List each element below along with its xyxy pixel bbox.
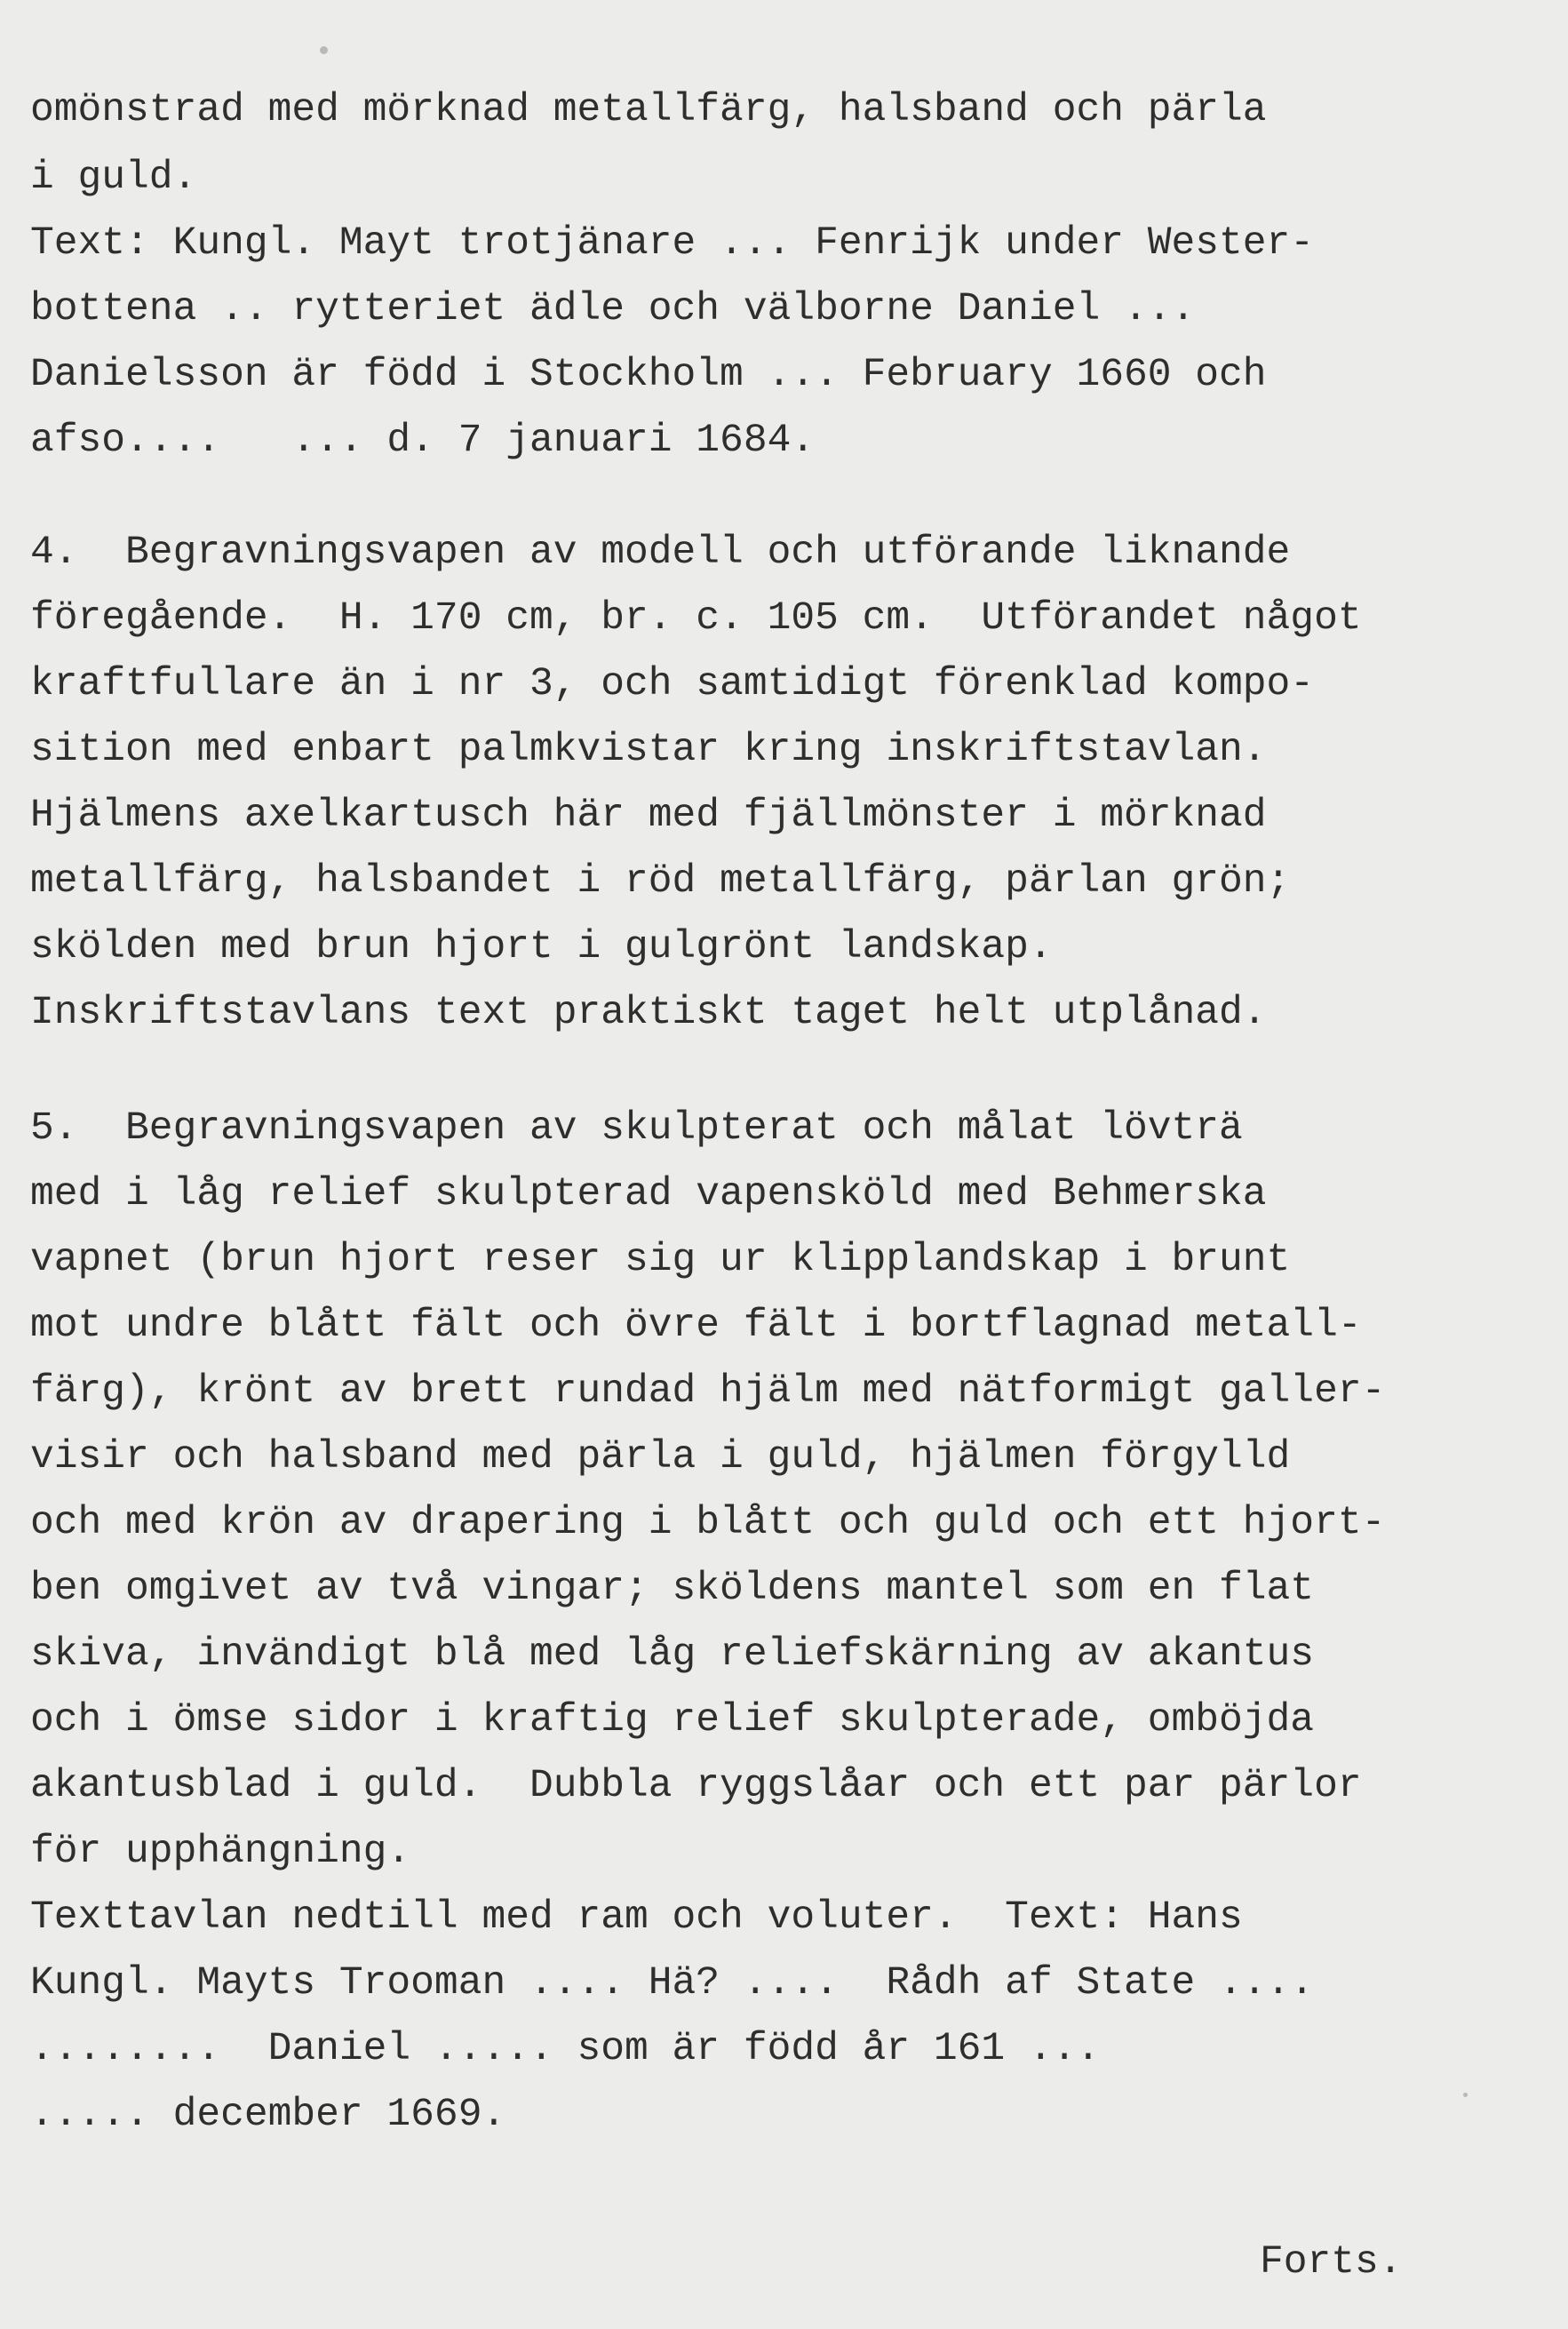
text-line: mot undre blått fält och övre fält i bortflagnad metall- bbox=[30, 1304, 1362, 1348]
text-line: 4. Begravningsvapen av modell och utförande liknande bbox=[30, 530, 1291, 575]
text-line: och med krön av drapering i blått och guld och ett hjort- bbox=[30, 1501, 1386, 1545]
text-line: färg), krönt av brett rundad hjälm med nätformigt galler- bbox=[30, 1369, 1386, 1414]
text-line: ben omgivet av två vingar; sköldens mantel som en flat bbox=[30, 1567, 1315, 1611]
text-line: sition med enbart palmkvistar kring inskriftstavlan. bbox=[30, 728, 1267, 772]
text-line: omönstrad med mörknad metallfärg, halsband och pärla bbox=[30, 88, 1267, 132]
continued-note: Forts. bbox=[1260, 2240, 1403, 2285]
text-line: akantusblad i guld. Dubbla ryggslåar och ett par pärlor bbox=[30, 1764, 1362, 1808]
text-line: ........ Daniel ..... som är född år 161 ... bbox=[30, 2027, 1101, 2071]
paper-speck bbox=[320, 46, 328, 54]
text-line: Text: Kungl. Mayt trotjänare ... Fenrijk under Wester- bbox=[30, 221, 1315, 266]
text-line: med i låg relief skulpterad vapensköld med Behmerska bbox=[30, 1172, 1267, 1216]
text-line: bottena .. rytteriet ädle och välborne Daniel ... bbox=[30, 287, 1196, 331]
text-line: Danielsson är född i Stockholm ... February 1660 och bbox=[30, 353, 1267, 397]
text-line: skiva, invändigt blå med låg reliefskärning av akantus bbox=[30, 1632, 1315, 1677]
text-line: i guld. bbox=[30, 156, 197, 200]
text-line: Texttavlan nedtill med ram och voluter. Text: Hans bbox=[30, 1895, 1243, 1940]
text-line: Inskriftstavlans text praktiskt taget helt utplånad. bbox=[30, 991, 1267, 1035]
paper-speck bbox=[1463, 2093, 1468, 2097]
text-line: vapnet (brun hjort reser sig ur klipplandskap i brunt bbox=[30, 1238, 1291, 1282]
text-line: afso.... ... d. 7 januari 1684. bbox=[30, 419, 816, 463]
text-line: Kungl. Mayts Trooman .... Hä? .... Rådh af State .... bbox=[30, 1961, 1315, 2006]
text-line: föregående. H. 170 cm, br. c. 105 cm. Utförandet något bbox=[30, 596, 1362, 641]
text-line: metallfärg, halsbandet i röd metallfärg, pärlan grön; bbox=[30, 859, 1291, 904]
text-line: visir och halsband med pärla i guld, hjälmen förgylld bbox=[30, 1435, 1291, 1480]
text-line: skölden med brun hjort i gulgrönt landskap. bbox=[30, 925, 1053, 969]
text-line: för upphängning. bbox=[30, 1830, 411, 1874]
text-line: och i ömse sidor i kraftig relief skulpterade, omböjda bbox=[30, 1698, 1315, 1743]
text-line: ..... december 1669. bbox=[30, 2093, 506, 2137]
text-line: 5. Begravningsvapen av skulpterat och målat lövträ bbox=[30, 1106, 1243, 1151]
text-line: Hjälmens axelkartusch här med fjällmönster i mörknad bbox=[30, 794, 1267, 838]
text-line: kraftfullare än i nr 3, och samtidigt förenklad kompo- bbox=[30, 662, 1315, 706]
